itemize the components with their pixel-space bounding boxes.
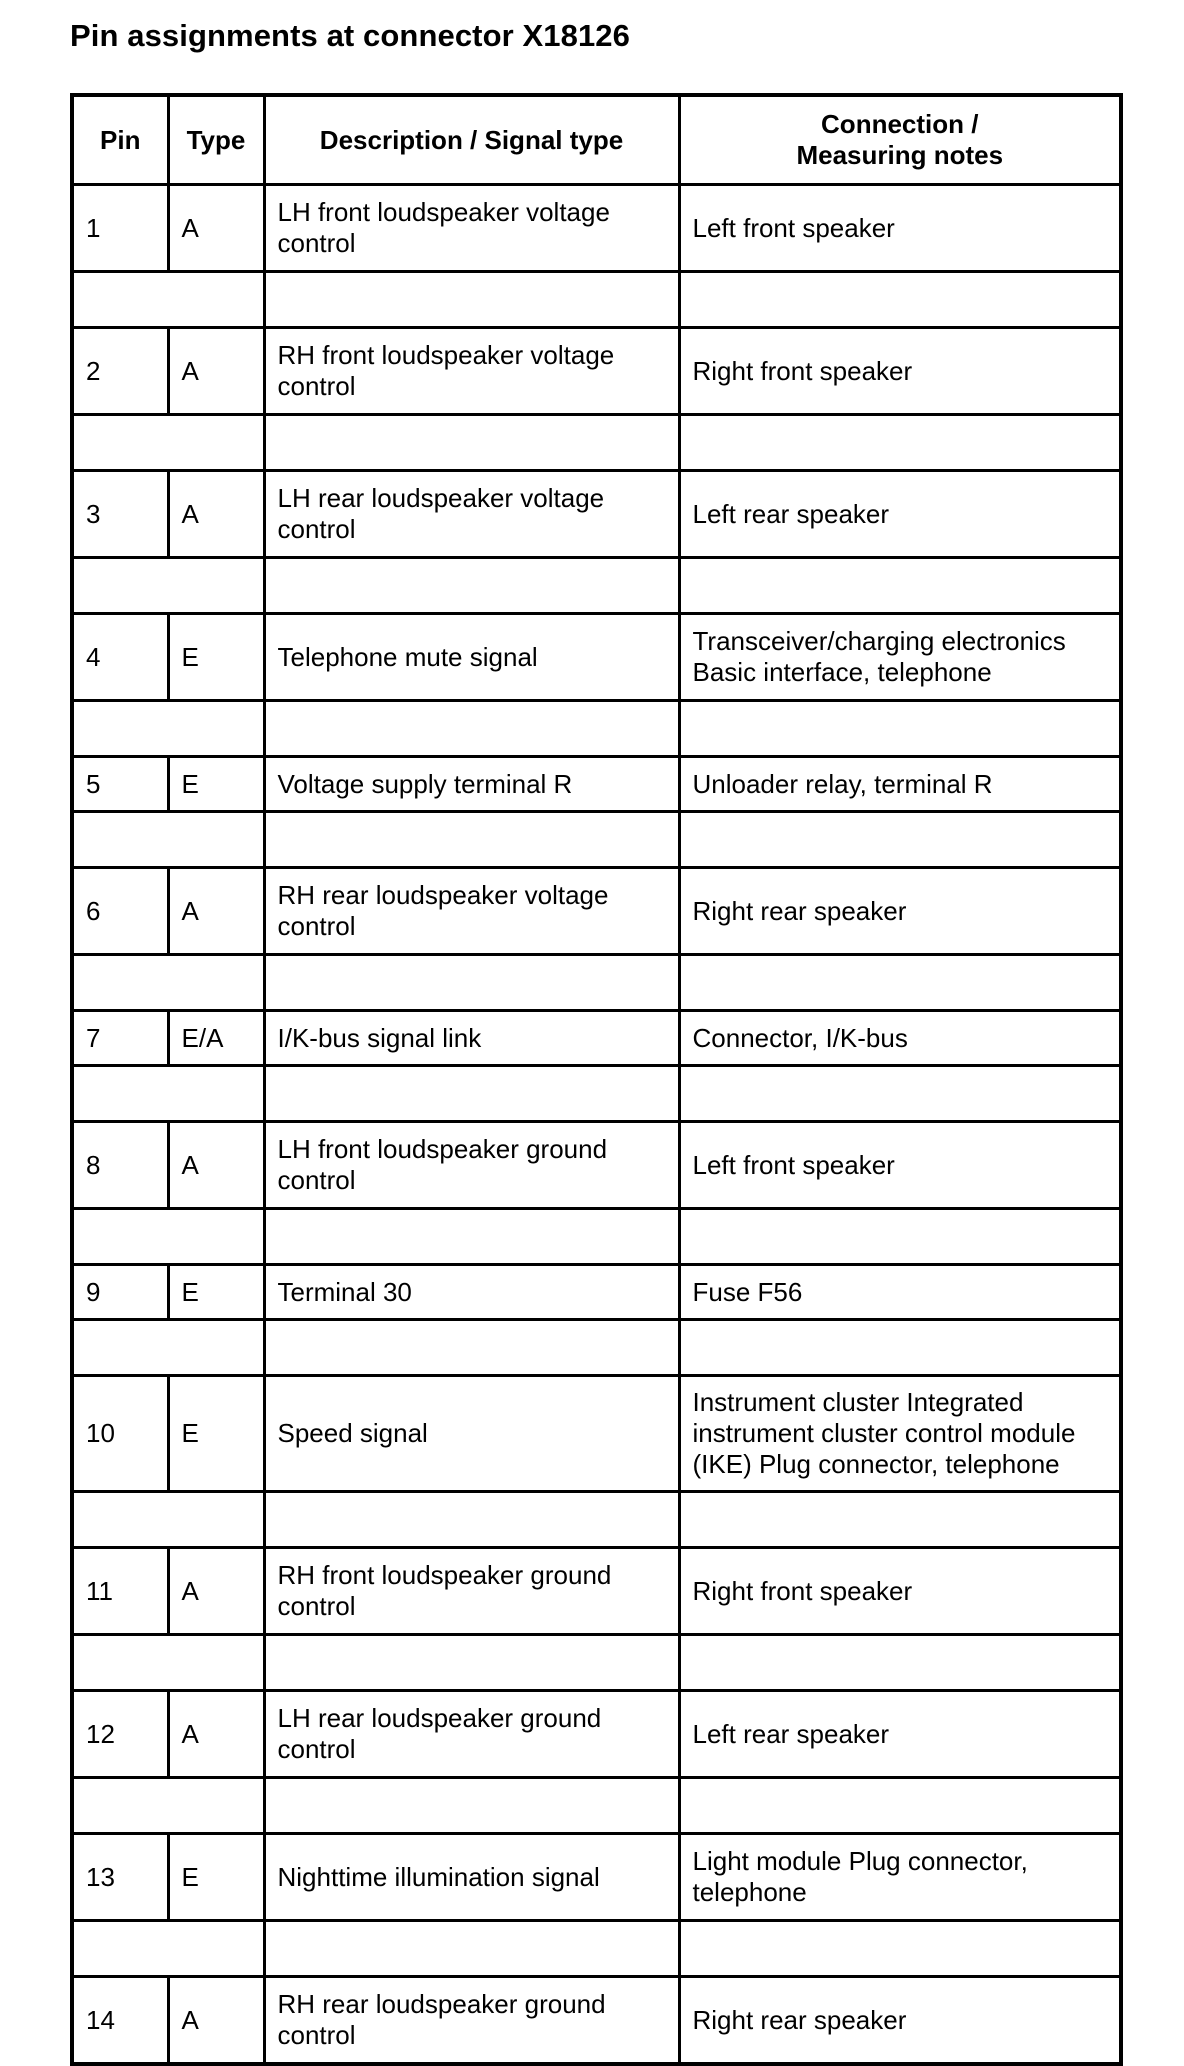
spacer-cell — [264, 272, 679, 328]
connection-cell: Transceiver/charging electronics Basic interface, telephone — [679, 614, 1121, 701]
connection-cell: Right front speaker — [679, 1548, 1121, 1635]
pin-cell: 8 — [72, 1122, 168, 1209]
connection-cell: Left rear speaker — [679, 1691, 1121, 1778]
connection-cell: Fuse F56 — [679, 1265, 1121, 1320]
column-header-connection: Connection / Measuring notes — [679, 95, 1121, 185]
type-cell: E — [168, 1265, 264, 1320]
spacer-row — [72, 1492, 1121, 1548]
spacer-row — [72, 955, 1121, 1011]
table-row — [72, 868, 1121, 955]
pin-cell: 14 — [72, 1977, 168, 2065]
table-row — [72, 757, 1121, 812]
pin-cell: 7 — [72, 1011, 168, 1066]
spacer-cell — [679, 1320, 1121, 1376]
type-cell: A — [168, 1122, 264, 1209]
spacer-cell — [72, 1635, 264, 1691]
pin-assignment-table — [70, 93, 1123, 2066]
description-cell: Speed signal — [264, 1376, 679, 1492]
connection-cell: Right front speaker — [679, 328, 1121, 415]
spacer-cell — [72, 415, 264, 471]
spacer-cell — [72, 1778, 264, 1834]
description-cell: Terminal 30 — [264, 1265, 679, 1320]
spacer-cell — [679, 1209, 1121, 1265]
description-cell: LH rear loudspeaker voltage control — [264, 471, 679, 558]
type-cell: E — [168, 757, 264, 812]
type-cell: E — [168, 614, 264, 701]
spacer-cell — [679, 1635, 1121, 1691]
spacer-cell — [264, 1492, 679, 1548]
spacer-row — [72, 558, 1121, 614]
spacer-cell — [72, 701, 264, 757]
spacer-cell — [72, 1921, 264, 1977]
spacer-row — [72, 272, 1121, 328]
type-cell: E/A — [168, 1011, 264, 1066]
spacer-cell — [264, 955, 679, 1011]
connection-cell: Unloader relay, terminal R — [679, 757, 1121, 812]
spacer-row — [72, 1635, 1121, 1691]
spacer-cell — [679, 1921, 1121, 1977]
connection-cell: Instrument cluster Integrated instrument cluster control module (IKE) Plug connector, telephone — [679, 1376, 1121, 1492]
spacer-cell — [679, 701, 1121, 757]
spacer-cell — [264, 812, 679, 868]
type-cell: A — [168, 185, 264, 272]
spacer-row — [72, 1921, 1121, 1977]
table-header-row — [72, 95, 1121, 185]
description-cell: Voltage supply terminal R — [264, 757, 679, 812]
connection-cell: Left front speaker — [679, 1122, 1121, 1209]
pin-cell: 6 — [72, 868, 168, 955]
type-cell: E — [168, 1834, 264, 1921]
description-cell: LH front loudspeaker voltage control — [264, 185, 679, 272]
type-cell: A — [168, 1691, 264, 1778]
column-header-description: Description / Signal type — [264, 95, 679, 185]
connection-cell: Right rear speaker — [679, 1977, 1121, 2065]
spacer-cell — [72, 272, 264, 328]
spacer-cell — [72, 955, 264, 1011]
spacer-cell — [679, 1066, 1121, 1122]
spacer-row — [72, 701, 1121, 757]
spacer-row — [72, 1066, 1121, 1122]
pin-cell: 3 — [72, 471, 168, 558]
table-body — [72, 185, 1121, 2065]
spacer-cell — [264, 415, 679, 471]
description-cell: RH front loudspeaker ground control — [264, 1548, 679, 1635]
spacer-row — [72, 1320, 1121, 1376]
connection-cell: Connector, I/K-bus — [679, 1011, 1121, 1066]
type-cell: A — [168, 328, 264, 415]
table-row — [72, 1834, 1121, 1921]
type-cell: A — [168, 1548, 264, 1635]
spacer-cell — [264, 1778, 679, 1834]
description-cell: RH rear loudspeaker ground control — [264, 1977, 679, 2065]
spacer-cell — [72, 1066, 264, 1122]
description-cell: LH rear loudspeaker ground control — [264, 1691, 679, 1778]
table-row — [72, 1691, 1121, 1778]
spacer-cell — [679, 558, 1121, 614]
spacer-cell — [264, 1209, 679, 1265]
connection-cell: Right rear speaker — [679, 868, 1121, 955]
spacer-cell — [679, 415, 1121, 471]
spacer-cell — [72, 1320, 264, 1376]
description-cell: I/K-bus signal link — [264, 1011, 679, 1066]
spacer-row — [72, 1778, 1121, 1834]
table-row — [72, 471, 1121, 558]
spacer-cell — [679, 1778, 1121, 1834]
spacer-cell — [264, 1320, 679, 1376]
table-row — [72, 1548, 1121, 1635]
pin-cell: 5 — [72, 757, 168, 812]
pin-cell: 2 — [72, 328, 168, 415]
spacer-row — [72, 1209, 1121, 1265]
connection-cell: Left front speaker — [679, 185, 1121, 272]
type-cell: E — [168, 1376, 264, 1492]
spacer-row — [72, 812, 1121, 868]
spacer-cell — [264, 701, 679, 757]
pin-cell: 10 — [72, 1376, 168, 1492]
page-title: Pin assignments at connector X18126 — [70, 18, 630, 53]
spacer-cell — [72, 812, 264, 868]
spacer-cell — [264, 1066, 679, 1122]
connection-cell: Light module Plug connector, telephone — [679, 1834, 1121, 1921]
spacer-cell — [679, 1492, 1121, 1548]
pin-cell: 9 — [72, 1265, 168, 1320]
spacer-cell — [264, 1921, 679, 1977]
table-row — [72, 1265, 1121, 1320]
spacer-cell — [72, 1209, 264, 1265]
pin-cell: 12 — [72, 1691, 168, 1778]
table-row — [72, 1977, 1121, 2065]
table-row — [72, 1011, 1121, 1066]
description-cell: LH front loudspeaker ground control — [264, 1122, 679, 1209]
spacer-cell — [72, 1492, 264, 1548]
description-cell: Nighttime illumination signal — [264, 1834, 679, 1921]
spacer-cell — [679, 812, 1121, 868]
spacer-cell — [72, 558, 264, 614]
type-cell: A — [168, 1977, 264, 2065]
spacer-cell — [679, 272, 1121, 328]
type-cell: A — [168, 471, 264, 558]
table-row — [72, 185, 1121, 272]
column-header-pin: Pin — [72, 95, 168, 185]
spacer-cell — [264, 558, 679, 614]
pin-cell: 4 — [72, 614, 168, 701]
description-cell: RH front loudspeaker voltage control — [264, 328, 679, 415]
pin-cell: 11 — [72, 1548, 168, 1635]
table-row — [72, 614, 1121, 701]
spacer-row — [72, 415, 1121, 471]
table-row — [72, 1122, 1121, 1209]
pin-cell: 13 — [72, 1834, 168, 1921]
description-cell: Telephone mute signal — [264, 614, 679, 701]
spacer-cell — [679, 955, 1121, 1011]
table-row — [72, 1376, 1121, 1492]
connection-cell: Left rear speaker — [679, 471, 1121, 558]
column-header-type: Type — [168, 95, 264, 185]
table-row — [72, 328, 1121, 415]
type-cell: A — [168, 868, 264, 955]
description-cell: RH rear loudspeaker voltage control — [264, 868, 679, 955]
pin-cell: 1 — [72, 185, 168, 272]
spacer-cell — [264, 1635, 679, 1691]
